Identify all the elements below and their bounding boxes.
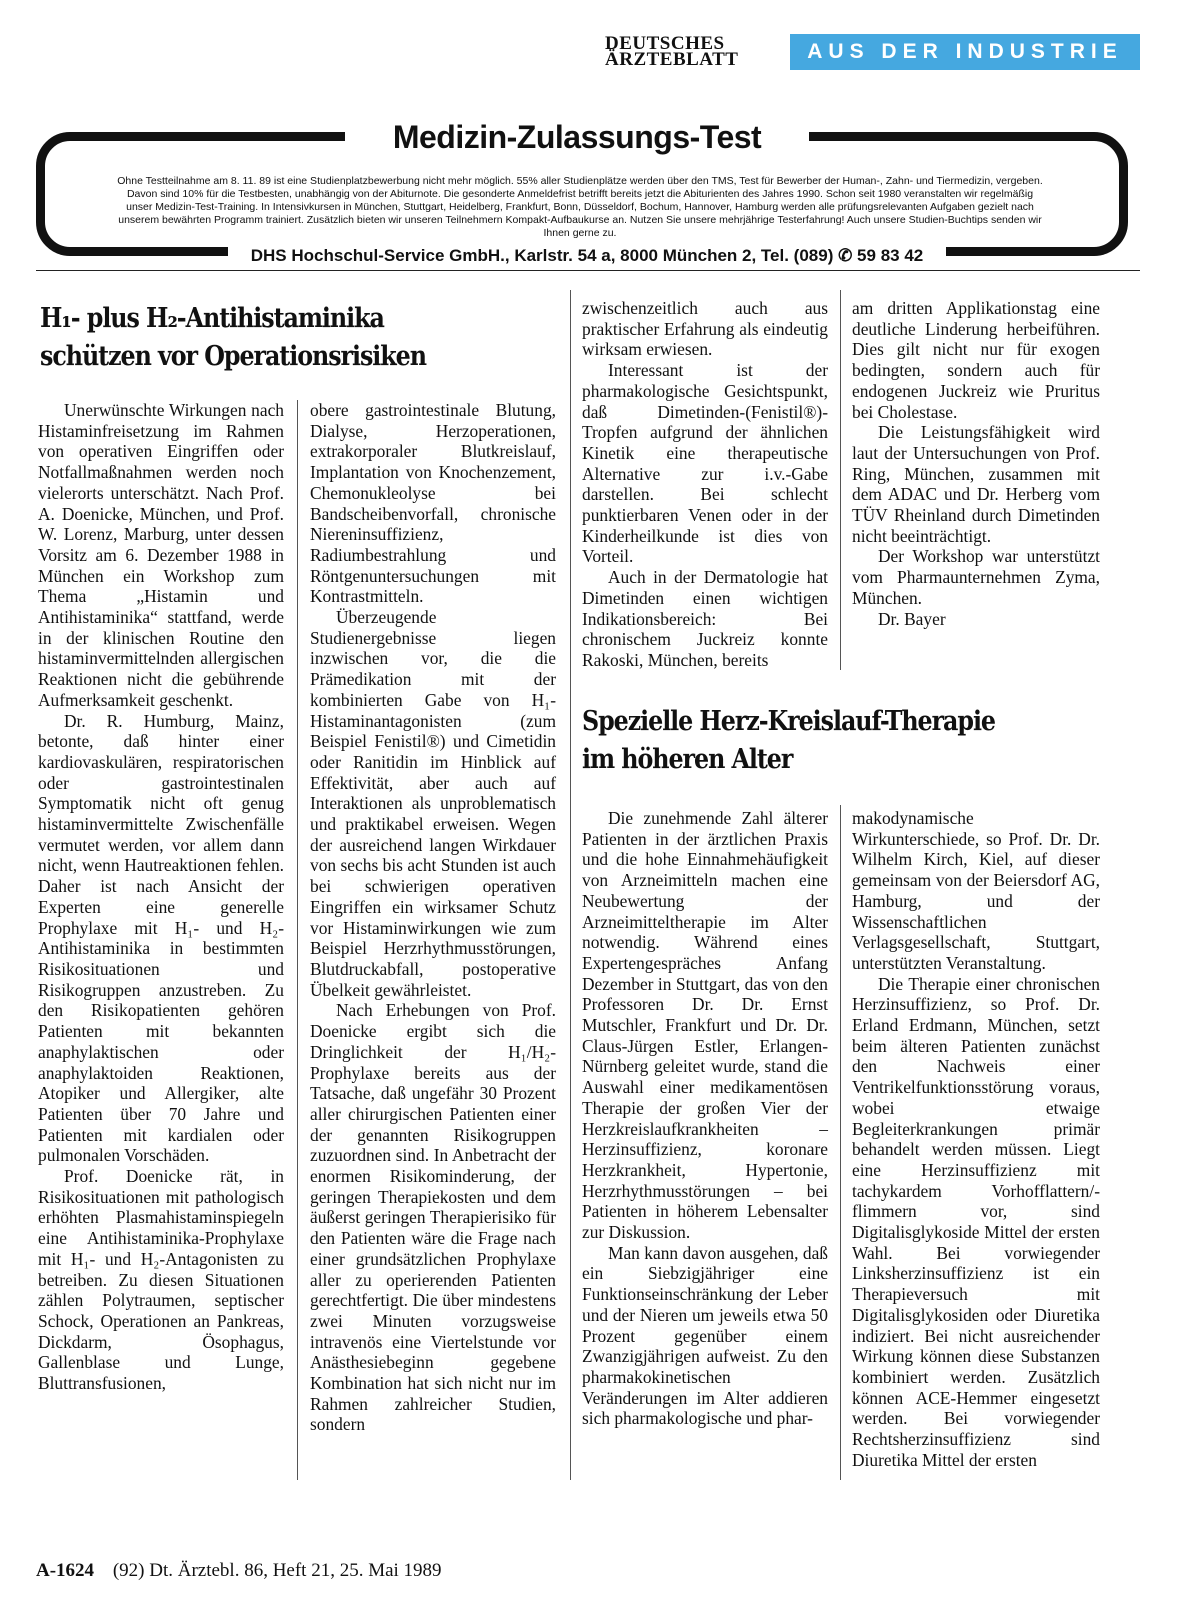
column-rule: [570, 290, 571, 1480]
paragraph: Interessant ist der pharmakologische Gesichtspunkt, daß Dimetinden-(Fenistil®)-Tropfen aufgrund der ähnlichen Kinetik eine therapeutische Alternative zur i.v.-Gabe darstellen. Bei schlecht punktierbaren Venen oder in der Kinderheilkunde ist dies von Vorteil.: [582, 360, 828, 567]
article1-column-1: [38, 400, 284, 1394]
paragraph: Nach Erhebungen von Prof. Doenicke ergibt sich die Dringlichkeit der H₁/H₂-Prophylaxe bereits aus der Tatsache, daß ungefähr 30 Prozent aller chirurgischen Patienten einer der genannten Risikogruppen zuzuordnen sind. In Anbetracht der enormen Risikominderung, der geringen Therapiekosten und dem äußerst geringen Therapierisiko für den Patienten wäre die Frage nach einer grundsätzlichen Prophylaxe aller zu operierenden Patienten gerechtfertigt. Die über mindestens zwei Minuten vorzugsweise intravenös eine Viertelstunde vor Anästhesiebeginn gegebene Kombination hat sich nicht nur im Rahmen zahlreicher Studien, sondern: [310, 1000, 556, 1435]
paragraph: Überzeugende Studienergebnisse liegen inzwischen vor, die die Prämedikation mit der kombinierten Gabe von H₁-Histaminantagonisten (zum Beispiel Fenistil®) und Cimetidin oder Ranitidin im Hinblick auf Effektivität, aber auch auf Interaktionen als unproblematisch und praktikabel erweisen. Wegen der ausreichend langen Wirkdauer von sechs bis acht Stunden ist auch bei schwierigen operativen Eingriffen ein wirksamer Schutz vor Histaminwirkungen wie zum Beispiel Herzrhythmusstörungen, Blutdruckabfall, postoperative Übelkeit gewährleistet.: [310, 607, 556, 1000]
paragraph: Auch in der Dermatologie hat Dimetinden einen wichtigen Indikationsbereich: Bei chronischem Juckreiz konnte Rakoski, München, bereits: [582, 567, 828, 670]
masthead-line2: ÄRZTEBLATT: [605, 49, 739, 70]
column-rule: [840, 805, 841, 1480]
page-number: A-1624: [36, 1560, 95, 1581]
journal-masthead: [605, 33, 739, 70]
paragraph: zwischenzeitlich auch aus praktischer Erfahrung als eindeutig wirksam erwiesen.: [582, 298, 828, 360]
article1-headline: [40, 300, 426, 376]
ad-title: Medizin-Zulassungs-Test: [345, 118, 809, 156]
top-divider: [36, 270, 1140, 271]
paragraph: Die zunehmende Zahl älterer Patienten in der ärztlichen Praxis und die hohe Einnahmehäufigkeit von Arzneimitteln machen eine Neubewertung der Arzneimitteltherapie im Alter notwendig. Während eines Expertengespräches Anfang Dezember in Stuttgart, das von den Professoren Dr. Dr. Ernst Mutschler, Frankfurt und Dr. Dr. Claus-Jürgen Estler, Erlangen-Nürnberg geleitet wurde, stand die Auswahl einer medikamentösen Therapie der großen Vier der Herzkreislaufkrankheiten – Herzinsuffizienz, koronare Herzkrankheit, Hypertonie, Herzrhythmusstörungen – bei Patienten in höherem Lebensalter zur Diskussion.: [582, 808, 828, 1243]
column-rule: [840, 290, 841, 670]
author-signature: Dr. Bayer: [878, 608, 946, 629]
article2-headline: [582, 703, 995, 779]
column-rule: [297, 400, 298, 1480]
article1-column-3: [582, 298, 828, 671]
citation: (92) Dt. Ärztebl. 86, Heft 21, 25. Mai 1989: [112, 1560, 442, 1581]
paragraph: Die Therapie einer chronischen Herzinsuffizienz, so Prof. Dr. Erland Erdmann, München, setzt beim älteren Patienten zunächst den Nachweis einer Ventrikelfunktionsstörung voraus, wobei etwaige Begleiterkrankungen primär behandelt werden müssen. Liegt eine Herzinsuffizienz mit tachykardem Vorhofflattern/-flimmern vor, sind Digitalisglykoside Mittel der ersten Wahl. Bei vorwiegender Linksherzinsuffizienz ist ein Therapieversuch mit Digitalisglykosiden oder Diuretika indiziert. Bei nicht ausreichender Wirkung können diese Substanzen kombiniert werden. Zusätzlich können ACE-Hemmer eingesetzt werden. Bei vorwiegender Rechtsherzinsuffizienz sind Diuretika Mittel der ersten: [852, 973, 1100, 1470]
paragraph: obere gastrointestinale Blutung, Dialyse, Herzoperationen, extrakorporaler Blutkreislauf, Implantation von Knochenzement, Chemonukleolyse bei Bandscheibenvorfall, chronische Niereninsuffizienz, Radiumbestrahlung und Röntgenuntersuchungen mit Kontrastmitteln.: [310, 400, 556, 607]
paragraph: Dr. R. Humburg, Mainz, betonte, daß hinter einer kardiovaskulären, respiratorischen oder gastrointestinalen Symptomatik nicht oft genug histaminvermittelte Zwischenfälle vermutet werden, vor allem dann nicht, wenn Hautreaktionen fehlen. Daher ist nach Ansicht der Experten eine generelle Prophylaxe mit H₁- und H₂-Antihistaminika in bestimmten Risikosituationen und Risikogruppen anzustreben. Zu den Risikopatienten gehören Patienten mit bekannten anaphylaktischen oder anaphylaktoiden Reaktionen, Atopiker und Allergiker, alte Patienten über 70 Jahre und Patienten mit kardialen oder pulmonalen Vorschäden.: [38, 710, 284, 1166]
paragraph: Die Leistungsfähigkeit wird laut der Untersuchungen von Prof. Ring, München, zusammen mit dem ADAC und Dr. Herberg vom TÜV Rheinland durch Dimetinden nicht beeinträchtigt.: [852, 422, 1100, 546]
article2-title-line1: Spezielle Herz-Kreislauf-Therapie: [582, 706, 995, 737]
article1-column-4: [852, 298, 1100, 629]
ad-body: Ohne Testteilnahme am 8. 11. 89 ist eine Studienplatzbewerbung nicht mehr möglich. 55% aller Studienplätze werden über den TMS, Test für Bewerber der Human-, Zahn- und Tiermedizin, vergeben. Davon sind 10% für die Testbesten, unabhängig von der Abiturnote. Die gesonderte Anmeldefrist betrifft bereits jetzt die Abiturienten des Jahres 1990. Schon seit 1980 veranstalten wir regelmäßig unser Medizin-Test-Training. In Intensivkursen in München, Stuttgart, Heidelberg, Frankfurt, Bonn, Düsseldorf, Bochum, Hannover, Hamburg werden alle prüfungsrelevanten Aufgaben gezielt nach unserem bewährten Programm trainiert. Zusätzlich bieten wir unseren Teilnehmern Kompakt-Aufbaukurse an. Nutzen Sie unsere mehrjährige Testerfahrung! Auch unsere Studien-Buchtips senden wir Ihnen gerne zu.: [117, 175, 1043, 239]
article1-title-line2: schützen vor Operationsrisiken: [40, 341, 426, 372]
article1-column-2: [310, 400, 556, 1435]
masthead-line1: DEUTSCHES: [605, 33, 725, 54]
paragraph: Unerwünschte Wirkungen nach Histaminfreisetzung im Rahmen von operativen Eingriffen oder Notfallmaßnahmen werden noch vielerorts unterschätzt. Nach Prof. A. Doenicke, München, und Prof. W. Lorenz, Marburg, unter dessen Vorsitz am 6. Dezember 1988 in München ein Workshop zum Thema „Histamin und Antihistaminika“ stattfand, werde in der klinischen Routine den histaminvermittelnden allergischen Reaktionen nicht die gebührende Aufmerksamkeit geschenkt.: [38, 400, 284, 710]
article2-column-1: [582, 808, 828, 1429]
section-label: AUS DER INDUSTRIE: [790, 34, 1140, 70]
article2-title-line2: im höheren Alter: [582, 744, 793, 775]
article1-title-line1: H₁- plus H₂-Antihistaminika: [40, 303, 384, 334]
paragraph: Der Workshop war unterstützt vom Pharmaunternehmen Zyma, München.: [852, 546, 1100, 608]
paragraph: am dritten Applikationstag eine deutliche Linderung herbeiführen. Dies gilt nicht nur für exogen bedingten, sondern auch für endogenen Juckreiz wie Pruritus bei Cholestase.: [852, 298, 1100, 422]
article2-column-2: [852, 808, 1100, 1471]
ad-contact: DHS Hochschul-Service GmbH., Karlstr. 54 a, 8000 München 2, Tel. (089) ✆ 59 83 42: [228, 244, 946, 268]
paragraph: makodynamische Wirkunterschiede, so Prof. Dr. Dr. Wilhelm Kirch, Kiel, auf dieser gemeinsam von der Beiersdorf AG, Hamburg, und der Wissenschaftlichen Verlagsgesellschaft, Stuttgart, unterstützten Veranstaltung.: [852, 808, 1100, 973]
paragraph: Prof. Doenicke rät, in Risikosituationen mit pathologisch erhöhten Plasmahistaminspiegeln eine Antihistaminika-Prophylaxe mit H₁- und H₂-Antagonisten zu betreiben. Zu diesen Situationen zählen Polytraumen, septischer Schock, Operationen an Pankreas, Dickdarm, Ösophagus, Gallenblase und Lunge, Bluttransfusionen,: [38, 1166, 284, 1394]
paragraph: Man kann davon ausgehen, daß ein Siebzigjähriger eine Funktionseinschränkung der Leber und der Nieren um jeweils etwa 50 Prozent gegenüber einem Zwanzigjährigen aufweist. Zu den pharmakokinetischen Veränderungen im Alter addieren sich pharmakologische und phar-: [582, 1242, 828, 1429]
page-footer: [36, 1560, 442, 1582]
